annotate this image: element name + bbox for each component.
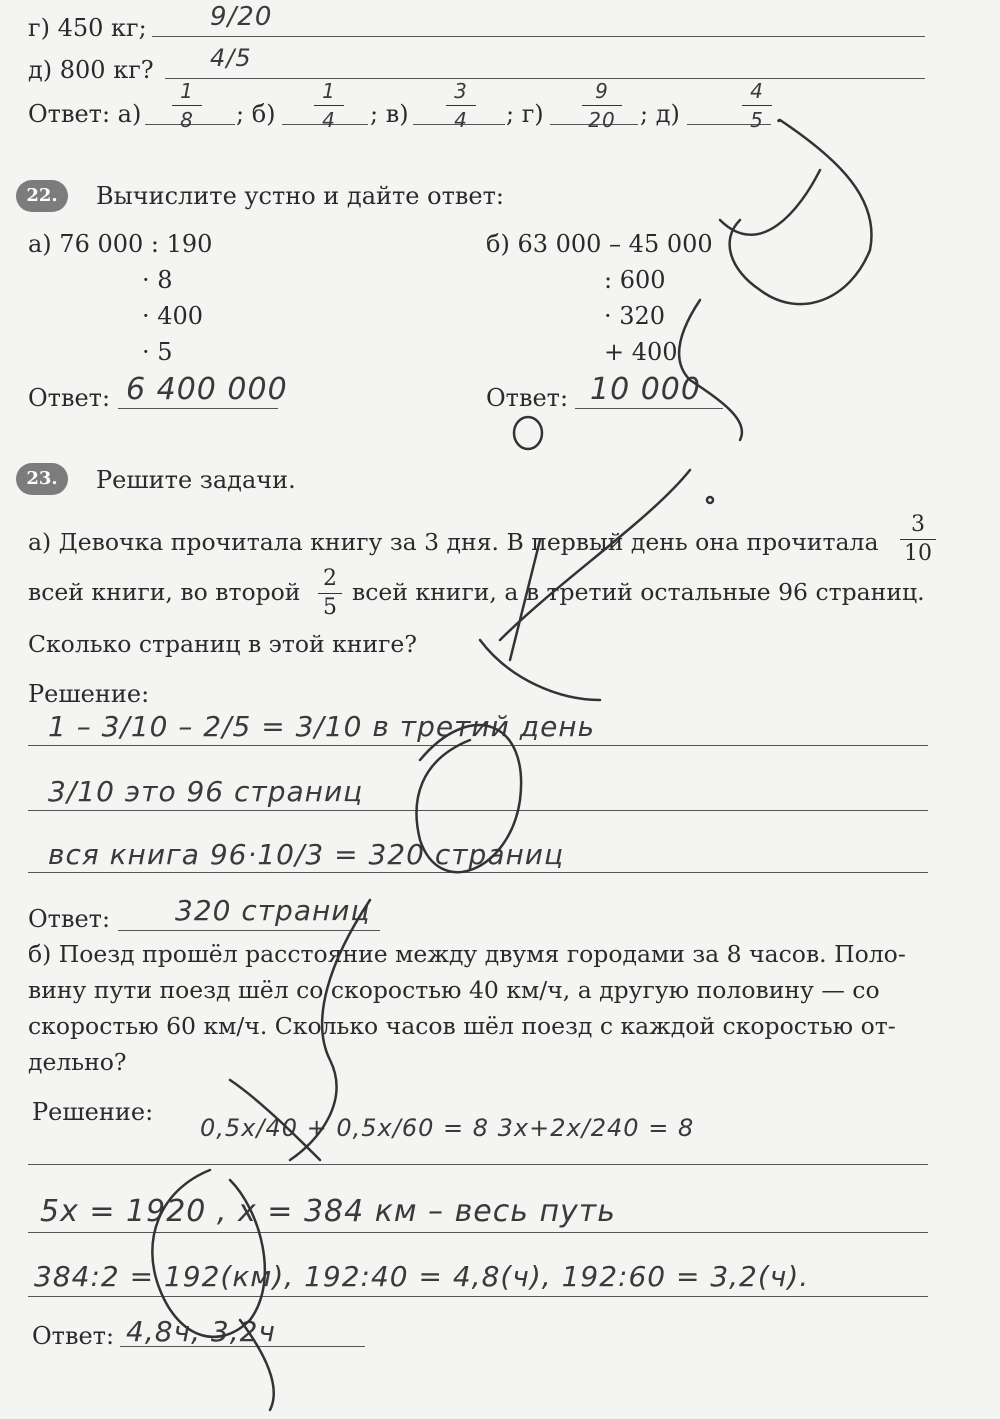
solution-line	[28, 872, 928, 873]
item-d-label: д) 800 кг?	[28, 56, 154, 84]
task23-b-solution-row: 384:2 = 192(км), 192:40 = 4,8(ч), 192:60 = 3,2(ч).	[34, 1260, 810, 1293]
task23-b-answer-label: Ответ:	[32, 1322, 115, 1350]
task23-number-badge: 23.	[16, 463, 68, 495]
handwritten-d: 4/5	[210, 44, 252, 72]
answer21-sep-g: ; г)	[506, 100, 544, 128]
task23-b-solution-row: 5x = 1920 , x = 384 км – весь путь	[40, 1194, 616, 1229]
task22-b-op: · 320	[604, 302, 666, 330]
item-g-label: г) 450 кг;	[28, 14, 147, 42]
answer21-sep-d: ; д)	[640, 100, 680, 128]
task23-b-text-line: б) Поезд прошёл расстояние между двумя городами за 8 часов. Поло-	[28, 940, 906, 968]
solution-line	[28, 810, 928, 811]
answer21-end: .	[775, 100, 783, 128]
task23-a-answer-line	[118, 930, 380, 931]
task23-a-answer: 320 страниц	[175, 894, 371, 927]
task23-a-solution-label: Решение:	[28, 680, 150, 708]
solution-line	[28, 1232, 928, 1233]
task22-answer-line-a	[118, 408, 278, 409]
answer21-label: Ответ: а)	[28, 100, 142, 128]
task23-a-text-line2b: всей книги, а в третий остальные 96 страниц.	[352, 578, 925, 606]
task22-answer-a: 6 400 000	[126, 372, 288, 407]
task23-b-text-line: скоростью 60 км/ч. Сколько часов шёл поезд с каждой скоростью от-	[28, 1012, 896, 1040]
task23-a-solution-row: 3/10 это 96 страниц	[48, 775, 364, 808]
solution-line	[28, 1164, 928, 1165]
task23-a-fraction-2: 2 5	[318, 566, 342, 621]
answer21-frac-v: 3 4	[446, 78, 476, 133]
task22-title: Вычислите устно и дайте ответ:	[96, 182, 504, 210]
task22-a-op: · 5	[142, 338, 173, 366]
handwritten-g: 9/20	[210, 2, 273, 32]
answer21-sep-v: ; в)	[370, 100, 409, 128]
task22-b-op: : 600	[604, 266, 666, 294]
task23-a-text-line2a: всей книги, во второй	[28, 578, 301, 606]
task23-a-solution-row: 1 – 3/10 – 2/5 = 3/10 в третий день	[48, 710, 596, 743]
answer21-frac-a: 1 8	[172, 78, 202, 133]
task23-title: Решите задачи.	[96, 466, 296, 494]
answer-line-g	[152, 36, 925, 37]
task22-answer-label-a: Ответ:	[28, 384, 111, 412]
task23-a-solution-row: вся книга 96·10/3 = 320 страниц	[48, 838, 565, 871]
task22-a-op: · 8	[142, 266, 173, 294]
task23-a-text-line1: а) Девочка прочитала книгу за 3 дня. В первый день она прочитала	[28, 528, 879, 556]
task23-b-answer: 4,8ч, 3,2ч	[126, 1315, 276, 1348]
task22-number-badge: 22.	[16, 180, 68, 212]
task22-answer-line-b	[575, 408, 723, 409]
solution-line	[28, 745, 928, 746]
solution-line	[28, 1296, 928, 1297]
task23-b-solution-row: 0,5x/40 + 0,5x/60 = 8 3x+2x/240 = 8	[200, 1114, 695, 1142]
task23-b-solution-label: Решение:	[32, 1098, 154, 1126]
task23-a-fraction-1: 3 10	[900, 512, 936, 567]
answer-line-d	[165, 78, 925, 79]
task23-b-text-line: дельно?	[28, 1048, 127, 1076]
answer21-frac-b: 1 4	[314, 78, 344, 133]
task23-a-answer-label: Ответ:	[28, 905, 111, 933]
task22-b-head: б) 63 000 – 45 000	[486, 230, 713, 258]
task23-a-text-line3: Сколько страниц в этой книге?	[28, 630, 417, 658]
task23-b-text-line: вину пути поезд шёл со скоростью 40 км/ч, а другую половину — со	[28, 976, 880, 1004]
answer21-sep-b: ; б)	[236, 100, 276, 128]
answer21-frac-g: 9 20	[582, 78, 622, 133]
task22-a-op: · 400	[142, 302, 204, 330]
task22-answer-label-b: Ответ:	[486, 384, 569, 412]
task22-answer-b: 10 000	[590, 372, 701, 407]
task22-a-head: а) 76 000 : 190	[28, 230, 213, 258]
answer21-frac-d: 4 5	[742, 78, 772, 133]
task22-b-op: + 400	[604, 338, 678, 366]
